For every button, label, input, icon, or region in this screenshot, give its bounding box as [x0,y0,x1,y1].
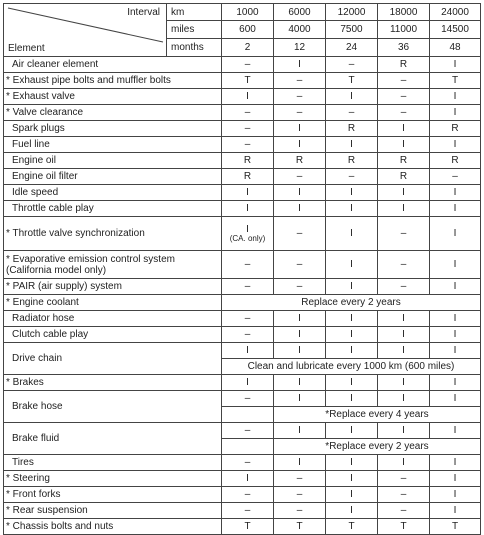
km-value: 12000 [326,4,378,21]
schedule-cell: I [430,279,481,295]
element-name: Brake hose [4,391,222,423]
schedule-cell: I [246,223,249,235]
schedule-cell: – [274,487,326,503]
schedule-cell: – [222,455,274,471]
schedule-cell: I [274,455,326,471]
element-name: Idle speed [4,185,222,201]
row-pair-system [4,279,481,295]
schedule-cell: R [378,153,430,169]
row-chassis-bolts [4,519,481,535]
element-name: * Valve clearance [4,105,222,121]
schedule-cell: – [378,503,430,519]
schedule-cell: R [378,57,430,73]
schedule-cell: – [222,279,274,295]
schedule-cell: I [326,471,378,487]
schedule-cell: T [430,73,481,89]
row-throttle-cable-play [4,201,481,217]
miles-value: 14500 [430,21,481,39]
schedule-cell: – [378,279,430,295]
element-name: Air cleaner element [4,57,222,73]
miles-value: 600 [222,21,274,39]
months-value: 24 [326,39,378,57]
schedule-cell: – [274,169,326,185]
schedule-cell: I [430,455,481,471]
schedule-cell: I [326,487,378,503]
schedule-cell: I [430,375,481,391]
schedule-cell: – [274,105,326,121]
schedule-cell: I [326,503,378,519]
row-idle-speed [4,185,481,201]
months-value: 12 [274,39,326,57]
schedule-cell: – [222,487,274,503]
schedule-cell: I [430,251,481,279]
schedule-cell: I [430,89,481,105]
row-brake-fluid [4,423,481,439]
row-exhaust-pipe-bolts [4,73,481,89]
schedule-cell: – [222,251,274,279]
row-engine-oil-filter [4,169,481,185]
schedule-cell: I [378,343,430,359]
schedule-cell: I [326,311,378,327]
element-name: Drive chain [4,343,222,375]
schedule-cell: R [378,169,430,185]
schedule-cell: I [326,455,378,471]
schedule-cell: I [430,423,481,439]
schedule-cell: – [430,169,481,185]
schedule-cell: I [430,105,481,121]
schedule-cell: I [274,327,326,343]
km-value: 24000 [430,4,481,21]
unit-km: km [167,4,222,21]
schedule-cell: I [378,137,430,153]
row-brake-hose [4,391,481,407]
schedule-cell: I [378,185,430,201]
schedule-cell: I [274,343,326,359]
row-exhaust-valve [4,89,481,105]
schedule-cell: I [326,185,378,201]
schedule-cell: I [222,471,274,487]
schedule-cell: I [378,201,430,217]
schedule-cell: I [274,201,326,217]
schedule-cell: – [326,105,378,121]
schedule-cell: I [274,375,326,391]
schedule-cell: I [430,201,481,217]
row-steering [4,471,481,487]
schedule-span-note: Clean and lubricate every 1000 km (600 miles) [222,359,481,375]
schedule-cell: I [222,201,274,217]
unit-months: months [167,39,222,57]
schedule-cell: – [222,311,274,327]
schedule-cell: I [378,391,430,407]
row-drive-chain [4,343,481,359]
schedule-cell: – [378,487,430,503]
schedule-cell: – [378,89,430,105]
schedule-cell-empty [222,439,274,455]
schedule-cell: – [378,217,430,251]
element-name: * Exhaust valve [4,89,222,105]
km-value: 1000 [222,4,274,21]
element-name: Engine oil [4,153,222,169]
element-name: * Brakes [4,375,222,391]
header-row-km [4,4,481,21]
maintenance-schedule-table [3,3,481,535]
schedule-cell: I [430,471,481,487]
schedule-cell: – [326,169,378,185]
schedule-cell: I [326,201,378,217]
row-air-cleaner-element [4,57,481,73]
schedule-cell: R [326,121,378,137]
element-name: Tires [4,455,222,471]
schedule-cell: – [222,503,274,519]
schedule-cell: T [326,73,378,89]
schedule-cell: R [222,169,274,185]
row-tires [4,455,481,471]
element-name: * Front forks [4,487,222,503]
schedule-cell: I [274,391,326,407]
element-name: * Rear suspension [4,503,222,519]
element-name: * Chassis bolts and nuts [4,519,222,535]
element-name: Fuel line [4,137,222,153]
schedule-cell: – [274,471,326,487]
schedule-cell: I [326,391,378,407]
unit-miles: miles [167,21,222,39]
row-clutch-cable-play [4,327,481,343]
schedule-cell: I [378,121,430,137]
schedule-cell: I [430,217,481,251]
element-name: Throttle cable play [4,201,222,217]
schedule-cell: – [274,503,326,519]
schedule-cell: I [430,57,481,73]
schedule-cell: I [326,423,378,439]
header-corner-cell [4,4,167,57]
months-value: 2 [222,39,274,57]
element-name: * Steering [4,471,222,487]
schedule-cell: I [430,391,481,407]
row-fuel-line [4,137,481,153]
schedule-cell: I [274,311,326,327]
schedule-cell: T [222,73,274,89]
schedule-cell: – [274,89,326,105]
schedule-cell: I [274,57,326,73]
schedule-cell: – [222,121,274,137]
km-value: 18000 [378,4,430,21]
schedule-cell: I [222,185,274,201]
element-name: * Evaporative emission control system (California model only) [4,251,222,279]
row-rear-suspension [4,503,481,519]
schedule-cell: T [222,519,274,535]
schedule-cell: – [274,279,326,295]
schedule-span-note: *Replace every 2 years [274,439,481,455]
row-engine-coolant [4,295,481,311]
schedule-cell: I [326,375,378,391]
row-front-forks [4,487,481,503]
miles-value: 4000 [274,21,326,39]
schedule-note: (CA. only) [229,233,266,243]
schedule-cell: I [378,311,430,327]
row-radiator-hose [4,311,481,327]
schedule-cell: I [430,137,481,153]
element-name: * Engine coolant [4,295,222,311]
schedule-cell: I [326,327,378,343]
schedule-cell: I [378,327,430,343]
schedule-cell: – [274,217,326,251]
schedule-cell: I [430,185,481,201]
schedule-cell-with-note [222,217,274,251]
schedule-cell: I [222,89,274,105]
schedule-cell: I [222,375,274,391]
schedule-cell: I [326,343,378,359]
maintenance-schedule-sheet [3,3,480,532]
row-engine-oil [4,153,481,169]
schedule-cell: R [430,121,481,137]
schedule-cell: I [326,279,378,295]
element-name: * PAIR (air supply) system [4,279,222,295]
schedule-cell: – [222,57,274,73]
schedule-cell: I [274,121,326,137]
schedule-cell: T [430,519,481,535]
schedule-cell: I [326,217,378,251]
schedule-cell: – [326,57,378,73]
miles-value: 11000 [378,21,430,39]
schedule-cell: – [274,73,326,89]
schedule-cell: I [378,375,430,391]
element-name: Radiator hose [4,311,222,327]
element-name: Clutch cable play [4,327,222,343]
schedule-cell: I [326,137,378,153]
schedule-cell: I [326,251,378,279]
element-label: Element [8,43,45,54]
schedule-cell: – [222,423,274,439]
schedule-cell: – [378,73,430,89]
months-value: 36 [378,39,430,57]
schedule-cell: R [430,153,481,169]
element-name: Brake fluid [4,423,222,455]
schedule-cell: I [274,423,326,439]
schedule-cell: I [326,89,378,105]
schedule-cell-empty [222,407,274,423]
schedule-cell: R [222,153,274,169]
schedule-cell: T [326,519,378,535]
km-value: 6000 [274,4,326,21]
interval-label: Interval [127,7,160,18]
miles-value: 7500 [326,21,378,39]
schedule-cell: I [430,343,481,359]
schedule-span-note: *Replace every 4 years [274,407,481,423]
schedule-cell: I [430,327,481,343]
schedule-cell: I [430,311,481,327]
schedule-cell: – [222,391,274,407]
schedule-cell: – [222,137,274,153]
schedule-cell: – [378,251,430,279]
schedule-span-note: Replace every 2 years [222,295,481,311]
row-brakes [4,375,481,391]
schedule-cell: I [274,137,326,153]
schedule-cell: I [222,343,274,359]
element-name: * Exhaust pipe bolts and muffler bolts [4,73,222,89]
schedule-cell: – [222,105,274,121]
schedule-cell: – [274,251,326,279]
schedule-cell: T [378,519,430,535]
months-value: 48 [430,39,481,57]
schedule-cell: R [326,153,378,169]
schedule-cell: T [274,519,326,535]
schedule-cell: I [378,455,430,471]
schedule-cell: – [378,105,430,121]
schedule-cell: R [274,153,326,169]
element-name: Engine oil filter [4,169,222,185]
schedule-cell: – [222,327,274,343]
schedule-cell: I [274,185,326,201]
schedule-cell: I [430,487,481,503]
element-name: Spark plugs [4,121,222,137]
schedule-cell: – [378,471,430,487]
row-valve-clearance [4,105,481,121]
element-name: * Throttle valve synchronization [4,217,222,251]
row-spark-plugs [4,121,481,137]
schedule-cell: I [430,503,481,519]
row-evap-emission [4,251,481,279]
schedule-cell: I [378,423,430,439]
row-throttle-valve-sync [4,217,481,251]
